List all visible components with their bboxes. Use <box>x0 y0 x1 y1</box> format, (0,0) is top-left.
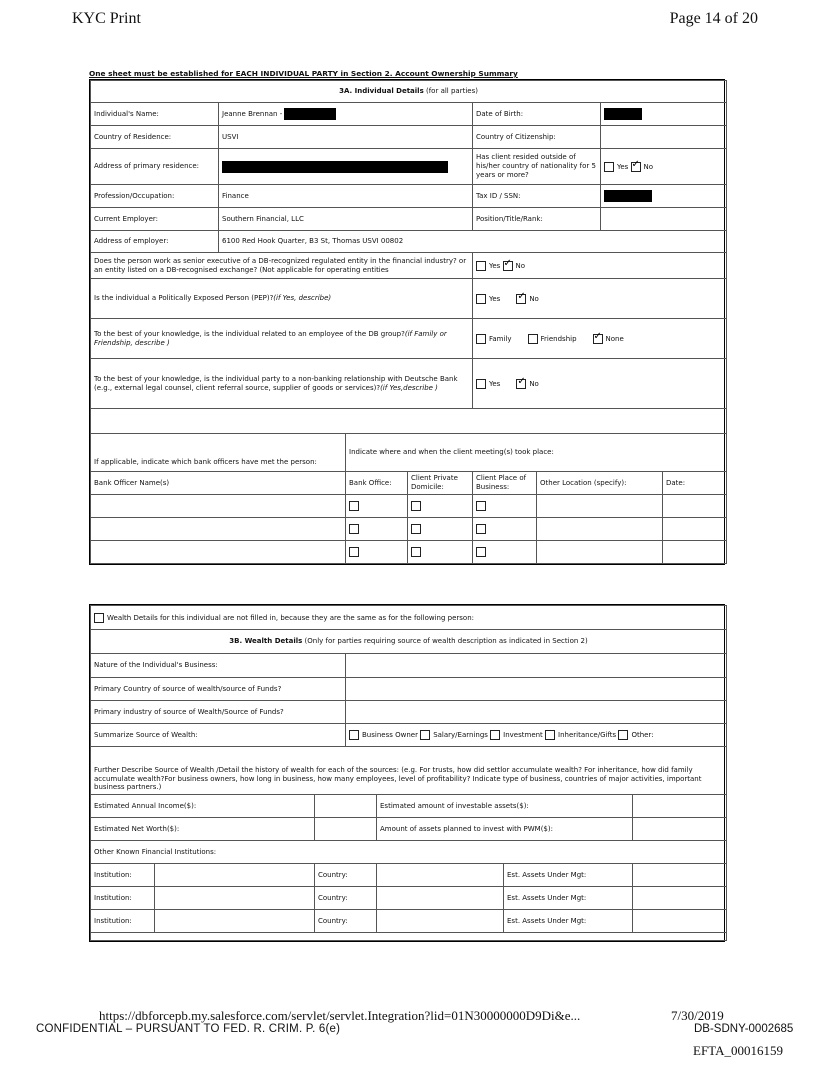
table-row <box>91 864 727 887</box>
table-row <box>91 541 727 564</box>
pwm-label: Amount of assets planned to invest with PWM($): <box>377 818 633 841</box>
taxid-label: Tax ID / SSN: <box>473 185 601 208</box>
checkbox-no[interactable] <box>516 379 526 389</box>
checkbox-investment[interactable] <box>490 730 500 740</box>
confidential-notice: CONFIDENTIAL – PURSUANT TO FED. R. CRIM. P. 6(e) <box>36 1023 341 1035</box>
checkbox-other[interactable] <box>618 730 628 740</box>
officers-met-label: If applicable, indicate which bank officers have met the person: <box>91 434 346 472</box>
senior-exec-question: Does the person work as senior executive of a DB-recognized regulated entity in the financial industry? or an entity listed on a DB-recognised exchange? (Not applicable for operating entities <box>91 253 473 279</box>
institution-input[interactable] <box>155 887 315 910</box>
resided-outside-field: Yes ✓ No <box>601 149 727 185</box>
private-domicile-cell <box>408 518 473 541</box>
table-row <box>91 887 727 910</box>
checkbox-family[interactable] <box>476 334 486 344</box>
section-3a <box>89 79 725 565</box>
checkbox-friendship[interactable] <box>528 334 538 344</box>
pwm-field[interactable] <box>633 818 727 841</box>
other-institutions-label: Other Known Financial Institutions: <box>91 841 727 864</box>
residence-label: Country of Residence: <box>91 126 219 149</box>
assets-label: Est. Assets Under Mgt: <box>504 864 633 887</box>
nature-label: Nature of the Individual's Business: <box>91 654 346 678</box>
profession-label: Profession/Occupation: <box>91 185 219 208</box>
bank-office-cell <box>346 518 408 541</box>
country-input[interactable] <box>377 887 504 910</box>
date-input[interactable] <box>663 495 727 518</box>
section-3b-title: 3B. Wealth Details (Only for parties requiring source of wealth description as indicated in Section 2) <box>91 630 727 654</box>
checkbox-yes[interactable] <box>476 379 486 389</box>
checkbox-private-domicile[interactable] <box>411 501 421 511</box>
checkbox-same-as[interactable] <box>94 613 104 623</box>
country-label: Country: <box>315 864 377 887</box>
col-officer: Bank Officer Name(s) <box>91 472 346 495</box>
investable-field[interactable] <box>633 795 727 818</box>
checkbox-place-business[interactable] <box>476 524 486 534</box>
officer-name-input[interactable] <box>91 541 346 564</box>
individual-details-table <box>90 80 727 564</box>
employer-field: Southern Financial, LLC <box>219 208 473 231</box>
other-location-input[interactable] <box>537 541 663 564</box>
related-question: To the best of your knowledge, is the individual related to an employee of the DB group?(if Family or Friendship, describe ) <box>91 319 473 359</box>
net-worth-field[interactable] <box>315 818 377 841</box>
assets-input[interactable] <box>633 910 727 933</box>
checkbox-business-owner[interactable] <box>349 730 359 740</box>
redaction-block <box>284 108 336 120</box>
checkbox-bank-office[interactable] <box>349 501 359 511</box>
bank-office-cell <box>346 541 408 564</box>
assets-input[interactable] <box>633 887 727 910</box>
col-bank-office: Bank Office: <box>346 472 408 495</box>
checkbox-no[interactable] <box>503 261 513 271</box>
section-3a-title: 3A. Individual Details (for all parties) <box>91 81 727 103</box>
footer-date: 7/30/2019 <box>671 1008 724 1023</box>
country-label: Country: <box>315 910 377 933</box>
private-domicile-cell <box>408 495 473 518</box>
country-input[interactable] <box>377 864 504 887</box>
assets-label: Est. Assets Under Mgt: <box>504 887 633 910</box>
dob-field <box>601 103 727 126</box>
col-private-domicile: Client Private Domicile: <box>408 472 473 495</box>
footer-url: https://dbforcepb.my.salesforce.com/servlet/servlet.Integration?lid=01N30000000D9Di&e... <box>99 1008 581 1023</box>
primary-industry-field[interactable] <box>346 701 727 724</box>
notice-text: One sheet must be established for EACH INDIVIDUAL PARTY in Section 2. Account Ownership Summary <box>89 69 518 78</box>
checkbox-no[interactable] <box>631 162 641 172</box>
bank-office-cell <box>346 495 408 518</box>
investable-label: Estimated amount of investable assets($): <box>377 795 633 818</box>
efta-number: EFTA_00016159 <box>693 1043 783 1058</box>
section-3b <box>89 604 725 942</box>
table-row <box>91 518 727 541</box>
dob-label: Date of Birth: <box>473 103 601 126</box>
summarize-options: Business Owner Salary/Earnings Investment Inheritance/Gifts Other: <box>346 724 727 747</box>
date-input[interactable] <box>663 518 727 541</box>
citizenship-label: Country of Citizenship: <box>473 126 601 149</box>
nature-field[interactable] <box>346 654 727 678</box>
other-location-input[interactable] <box>537 495 663 518</box>
nonbanking-answer: Yes✓ No <box>473 359 727 409</box>
checkbox-no[interactable] <box>516 294 526 304</box>
col-date: Date: <box>663 472 727 495</box>
redaction-block <box>604 190 652 202</box>
checkbox-salary[interactable] <box>420 730 430 740</box>
institution-input[interactable] <box>155 864 315 887</box>
table-row <box>91 910 727 933</box>
checkbox-none[interactable] <box>593 334 603 344</box>
place-business-cell <box>473 495 537 518</box>
checkbox-yes[interactable] <box>476 261 486 271</box>
residence-field: USVI <box>219 126 473 149</box>
other-location-input[interactable] <box>537 518 663 541</box>
taxid-field <box>601 185 727 208</box>
redaction-block <box>222 161 448 173</box>
annual-income-label: Estimated Annual Income($): <box>91 795 315 818</box>
summarize-label: Summarize Source of Wealth: <box>91 724 346 747</box>
officer-name-input[interactable] <box>91 495 346 518</box>
related-answer: Family Friendship✓ None <box>473 319 727 359</box>
name-label: Individual's Name: <box>91 103 219 126</box>
pep-question: Is the individual a Politically Exposed Person (PEP)?(if Yes, describe) <box>91 279 473 319</box>
employer-label: Current Employer: <box>91 208 219 231</box>
col-place-business: Client Place of Business: <box>473 472 537 495</box>
pep-answer: Yes✓ No <box>473 279 727 319</box>
checkbox-private-domicile[interactable] <box>411 524 421 534</box>
institution-label: Institution: <box>91 864 155 887</box>
position-label: Position/Title/Rank: <box>473 208 601 231</box>
place-business-cell <box>473 518 537 541</box>
checkbox-yes[interactable] <box>604 162 614 172</box>
meeting-where-label: Indicate where and when the client meeting(s) took place: <box>346 434 727 472</box>
spacer-row <box>91 409 727 434</box>
profession-field: Finance <box>219 185 473 208</box>
employer-address-label: Address of employer: <box>91 231 219 253</box>
country-label: Country: <box>315 887 377 910</box>
net-worth-label: Estimated Net Worth($): <box>91 818 315 841</box>
col-other-location: Other Location (specify): <box>537 472 663 495</box>
officer-name-input[interactable] <box>91 518 346 541</box>
senior-exec-answer: Yes ✓ No <box>473 253 727 279</box>
same-as-row: Wealth Details for this individual are not filled in, because they are the same as for the following person: <box>91 606 727 630</box>
bottom-spacer <box>91 933 727 941</box>
address-field <box>219 149 473 185</box>
address-label: Address of primary residence: <box>91 149 219 185</box>
primary-country-field[interactable] <box>346 678 727 701</box>
annual-income-field[interactable] <box>315 795 377 818</box>
assets-label: Est. Assets Under Mgt: <box>504 910 633 933</box>
country-input[interactable] <box>377 910 504 933</box>
place-business-cell <box>473 541 537 564</box>
further-describe-text: Further Describe Source of Wealth /Detail the history of wealth for each of the sources: (e.g. For trusts, how did settlor accumulate wealth? For inheritance, how did family accumulate wealth?For business owners, how long in business, how many employees, level of profitability? Indicate type of business, countries of major activities, important business partners.) <box>91 747 727 795</box>
page-number: Page 14 of 20 <box>669 10 758 27</box>
assets-input[interactable] <box>633 864 727 887</box>
checkbox-bank-office[interactable] <box>349 524 359 534</box>
wealth-details-table <box>90 605 727 941</box>
institution-input[interactable] <box>155 910 315 933</box>
name-field: Jeanne Brennan - <box>219 103 473 126</box>
primary-industry-label: Primary industry of source of Wealth/Source of Funds? <box>91 701 346 724</box>
checkbox-place-business[interactable] <box>476 547 486 557</box>
employer-address-field: 6100 Red Hook Quarter, B3 St, Thomas USVI 00802 <box>219 231 727 253</box>
private-domicile-cell <box>408 541 473 564</box>
checkbox-private-domicile[interactable] <box>411 547 421 557</box>
primary-country-label: Primary Country of source of wealth/source of Funds? <box>91 678 346 701</box>
institution-label: Institution: <box>91 887 155 910</box>
checkbox-place-business[interactable] <box>476 501 486 511</box>
date-input[interactable] <box>663 541 727 564</box>
redaction-block <box>604 108 642 120</box>
citizenship-field <box>601 126 727 149</box>
checkbox-inheritance[interactable] <box>545 730 555 740</box>
nonbanking-question: To the best of your knowledge, is the individual party to a non-banking relationship with Deutsche Bank (e.g., external legal counsel, client referral source, supplier of goods or services)?(if Yes,describe ) <box>91 359 473 409</box>
position-field <box>601 208 727 231</box>
header-title: KYC Print <box>72 10 141 27</box>
checkbox-bank-office[interactable] <box>349 547 359 557</box>
bates-number: DB-SDNY-0002685 <box>694 1023 794 1035</box>
institution-label: Institution: <box>91 910 155 933</box>
checkbox-yes[interactable] <box>476 294 486 304</box>
resided-outside-label: Has client resided outside of his/her country of nationality for 5 years or more? <box>473 149 601 185</box>
table-row <box>91 495 727 518</box>
